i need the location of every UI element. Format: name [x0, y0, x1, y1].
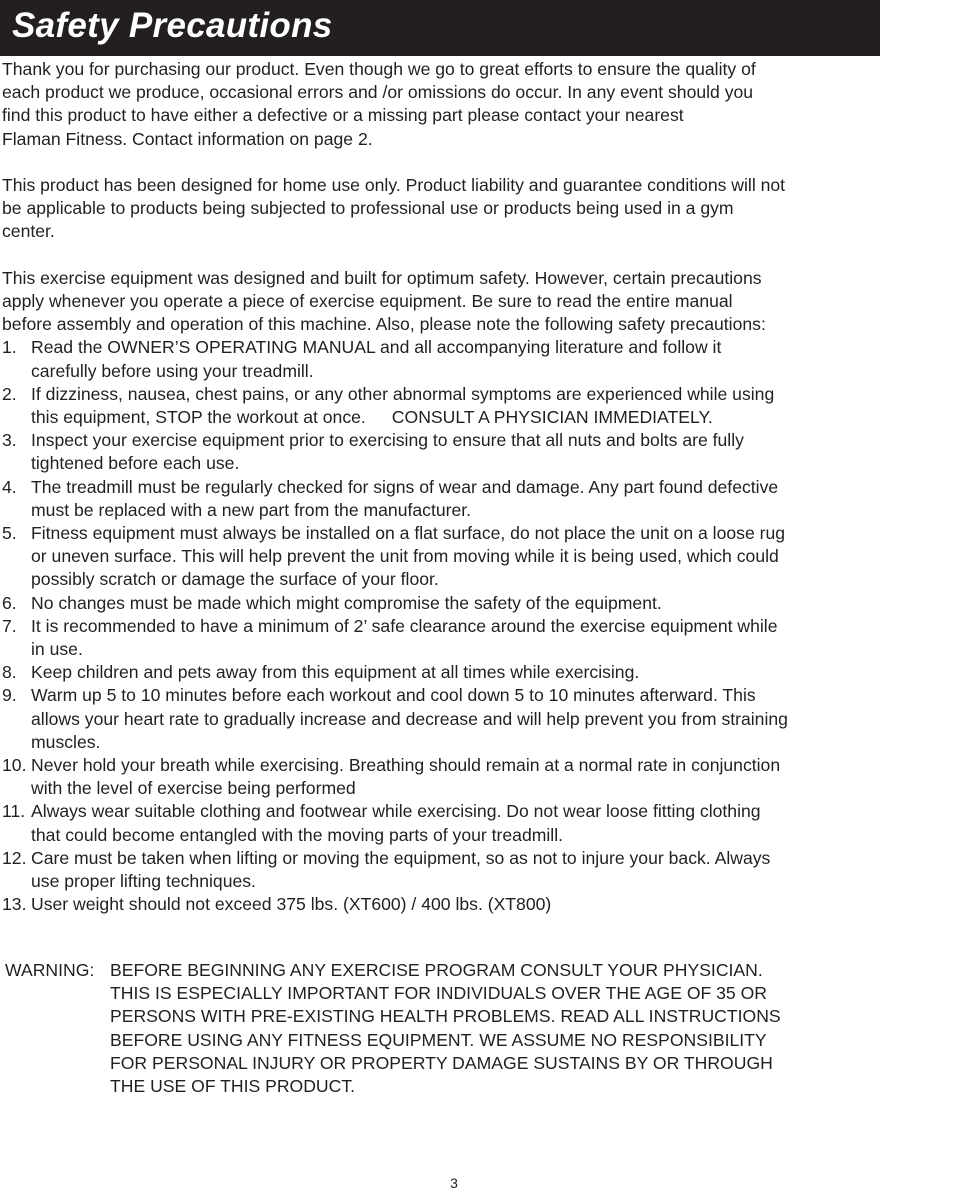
list-number: 1. [2, 337, 17, 358]
text-line: FOR PERSONAL INJURY OR PROPERTY DAMAGE SUSTAINS BY OR THROUGH [110, 1052, 773, 1073]
list-number: 10. [2, 755, 27, 776]
text-line: This product has been designed for home use only. Product liability and guarantee conditions will not [2, 175, 786, 195]
text-line: before assembly and operation of this machine. Also, please note the following safety precautions: [2, 314, 766, 335]
text-line: or uneven surface. This will help prevent the unit from moving while it is being used, which could [31, 546, 779, 567]
text-line: with the level of exercise being performed [31, 778, 356, 799]
text-line: If dizziness, nausea, chest pains, or any other abnormal symptoms are experienced while using [31, 383, 775, 404]
text-line: Flaman Fitness. Contact information on page 2. [2, 128, 373, 149]
text-line: be applicable to products being subjected to professional use or products being used in a gym [2, 198, 734, 219]
page-title: Safety Precautions [12, 6, 333, 45]
text-line: Read the OWNER’S OPERATING MANUAL and all accompanying literature and follow it [31, 337, 722, 358]
list-item [2, 893, 902, 916]
text-line: each product we produce, occasional errors and /or omissions do occur. In any event should you [2, 82, 754, 103]
text-segment: this equipment, STOP the workout at once. [31, 407, 366, 428]
precautions-list [2, 336, 902, 916]
text-line: Never hold your breath while exercising. Breathing should remain at a normal rate in conjunction [31, 755, 781, 776]
text-line: BEFORE USING ANY FITNESS EQUIPMENT. WE ASSUME NO RESPONSIBILITY [110, 1029, 767, 1050]
intro-paragraph-1 [2, 58, 902, 151]
text-line: apply whenever you operate a piece of exercise equipment. Be sure to read the entire manual [2, 291, 733, 311]
text-line: Keep children and pets away from this equipment at all times while exercising. [31, 662, 640, 683]
list-number: 11. [2, 801, 26, 822]
text-line: find this product to have either a defective or a missing part please contact your nearest [2, 105, 684, 126]
text-line: Care must be taken when lifting or moving the equipment, so as not to injure your back. Always [31, 847, 771, 868]
list-number: 3. [2, 430, 17, 451]
text-line: that could become entangled with the moving parts of your treadmill. [31, 824, 564, 845]
text-line: Fitness equipment must always be installed on a flat surface, do not place the unit on a loose rug [31, 523, 786, 544]
text-line: Inspect your exercise equipment prior to exercising to ensure that all nuts and bolts are fully [31, 430, 744, 451]
list-number: 13. [2, 894, 27, 915]
page-number: 3 [450, 1175, 458, 1191]
list-number: 7. [2, 615, 17, 636]
text-line: muscles. [31, 731, 101, 752]
list-item [2, 383, 902, 429]
list-item [2, 684, 902, 754]
intro-paragraph-2 [2, 174, 902, 244]
list-item [2, 661, 902, 684]
emphasis-text: CONSULT A PHYSICIAN IMMEDIATELY. [391, 407, 713, 428]
list-number: 12. [2, 847, 27, 868]
list-number: 6. [2, 592, 17, 613]
document-body [2, 58, 902, 916]
title-bar [0, 0, 880, 56]
list-number: 9. [2, 685, 17, 706]
text-line: It is recommended to have a minimum of 2’ safe clearance around the exercise equipment while [31, 615, 778, 636]
list-number: 5. [2, 523, 17, 544]
text-line: No changes must be made which might compromise the safety of the equipment. [31, 592, 662, 613]
text-line: must be replaced with a new part from the manufacturer. [31, 499, 472, 520]
text-line: User weight should not exceed 375 lbs. (XT600) / 400 lbs. (XT800) [31, 894, 552, 915]
text-line: BEFORE BEGINNING ANY EXERCISE PROGRAM CONSULT YOUR PHYSICIAN. [110, 960, 763, 980]
text-line: tightened before each use. [31, 453, 240, 474]
list-item [2, 522, 902, 592]
list-item [2, 429, 902, 475]
list-number: 2. [2, 383, 17, 404]
text-line: Always wear suitable clothing and footwear while exercising. Do not wear loose fitting clothing [31, 801, 761, 822]
warning-text [110, 959, 900, 1098]
text-line: Thank you for purchasing our product. Even though we go to great efforts to ensure the quality of [2, 59, 756, 79]
list-item [2, 615, 902, 661]
text-line: Warm up 5 to 10 minutes before each workout and cool down 5 to 10 minutes afterward. This [31, 685, 756, 706]
text-line: in use. [31, 639, 83, 660]
text-line: This exercise equipment was designed and built for optimum safety. However, certain precautions [2, 267, 762, 288]
list-item [2, 476, 902, 522]
text-line: PERSONS WITH PRE-EXISTING HEALTH PROBLEMS. READ ALL INSTRUCTIONS [110, 1006, 781, 1027]
list-number: 4. [2, 476, 17, 497]
text-line: allows your heart rate to gradually increase and decrease and will help prevent you from straining [31, 708, 788, 729]
text-line: The treadmill must be regularly checked for signs of wear and damage. Any part found defective [31, 476, 779, 497]
text-line [31, 406, 902, 429]
list-item [2, 800, 902, 846]
list-item [2, 336, 902, 382]
intro-paragraph-3 [2, 267, 902, 337]
text-line: THIS IS ESPECIALLY IMPORTANT FOR INDIVIDUALS OVER THE AGE OF 35 OR [110, 983, 767, 1004]
warning-label: WARNING: [5, 960, 95, 980]
text-line: THE USE OF THIS PRODUCT. [110, 1076, 356, 1097]
list-item [2, 592, 902, 615]
text-line: carefully before using your treadmill. [31, 360, 314, 381]
text-line: possibly scratch or damage the surface of your floor. [31, 569, 439, 590]
text-line: use proper lifting techniques. [31, 871, 256, 892]
list-item [2, 754, 902, 800]
text-line: center. [2, 221, 55, 242]
list-item [2, 847, 902, 893]
list-number: 8. [2, 662, 17, 683]
